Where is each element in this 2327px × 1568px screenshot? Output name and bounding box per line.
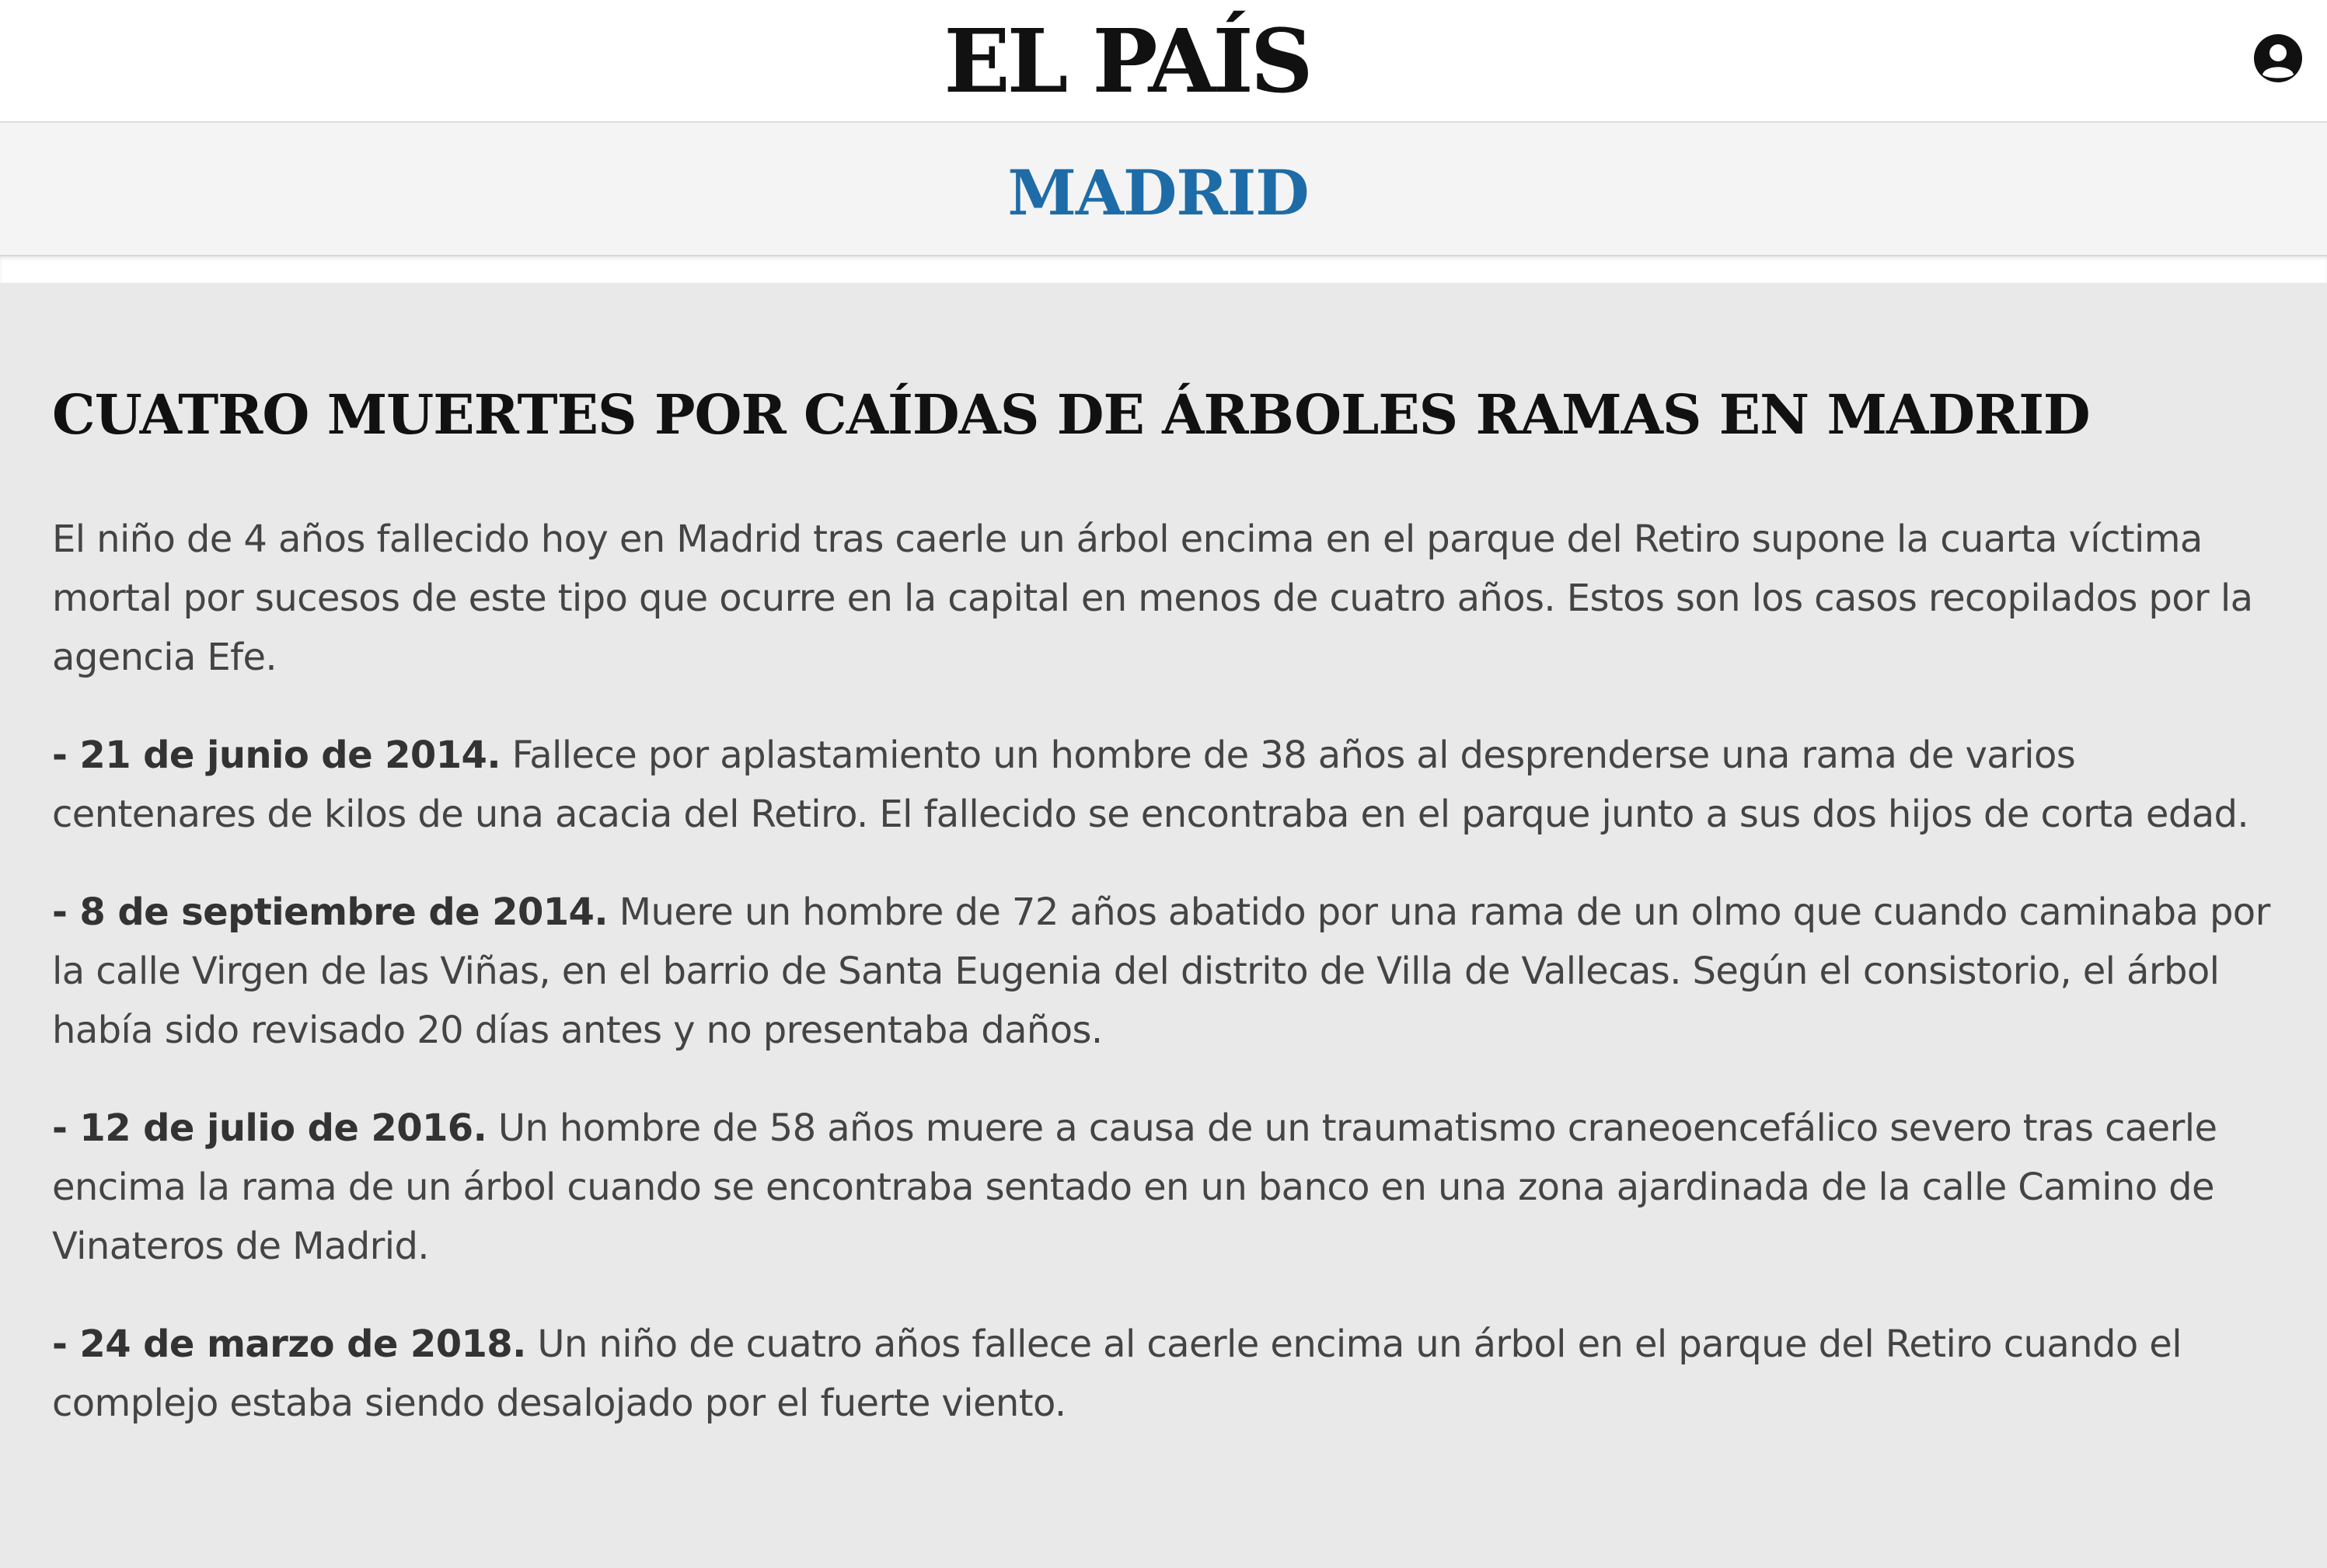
section-bar	[0, 123, 2327, 256]
case-date: - 24 de marzo de 2018.	[52, 1322, 526, 1366]
case-date: - 12 de julio de 2016.	[52, 1106, 487, 1150]
case-item	[52, 726, 2275, 844]
case-text: Muere un hombre de 72 años abatido por una rama de un olmo que cuando caminaba por la calle Virgen de las Viñas, en el barrio de Santa Eugenia del distrito de Villa de Vallecas. Según el consistorio, el árbol había sido revisado 20 días antes y no presentaba daños.	[52, 890, 2270, 1052]
case-item	[52, 1315, 2275, 1433]
case-text: Un hombre de 58 años muere a causa de un traumatismo craneoencefálico severo tras caerle encima la rama de un árbol cuando se encontraba sentado en un banco en una zona ajardinada de la calle Camino de Vinateros de Madrid.	[52, 1106, 2217, 1268]
case-item	[52, 883, 2275, 1060]
case-text: Un niño de cuatro años fallece al caerle encima un árbol en el parque del Retiro cuando el complejo estaba siendo desalojado por el fuerte viento.	[52, 1322, 2182, 1425]
case-item	[52, 1099, 2275, 1276]
case-date: - 21 de junio de 2014.	[52, 733, 501, 777]
case-date: - 8 de septiembre de 2014.	[52, 890, 608, 934]
top-header	[0, 0, 2327, 123]
section-title[interactable]: MADRID	[1007, 156, 1309, 229]
user-account-icon[interactable]	[2252, 33, 2304, 84]
article-intro: El niño de 4 años fallecido hoy en Madrid tras caerle un árbol encima en el parque del Retiro supone la cuarta víctima mortal por sucesos de este tipo que ocurre en la capital en menos de cuatro años. Estos son los casos recopilados por la agencia Efe.	[52, 517, 2253, 679]
section-divider	[0, 256, 2327, 283]
article-content	[52, 376, 2275, 1472]
el-pais-logo[interactable]: EL PAÍS	[944, 11, 1310, 113]
article-headline: CUATRO MUERTES POR CAÍDAS DE ÁRBOLES RAMAS EN MADRID	[52, 382, 2090, 447]
case-text: Fallece por aplastamiento un hombre de 38 años al desprenderse una rama de varios centenares de kilos de una acacia del Retiro. El fallecido se encontraba en el parque junto a sus dos hijos de corta edad.	[52, 733, 2249, 836]
